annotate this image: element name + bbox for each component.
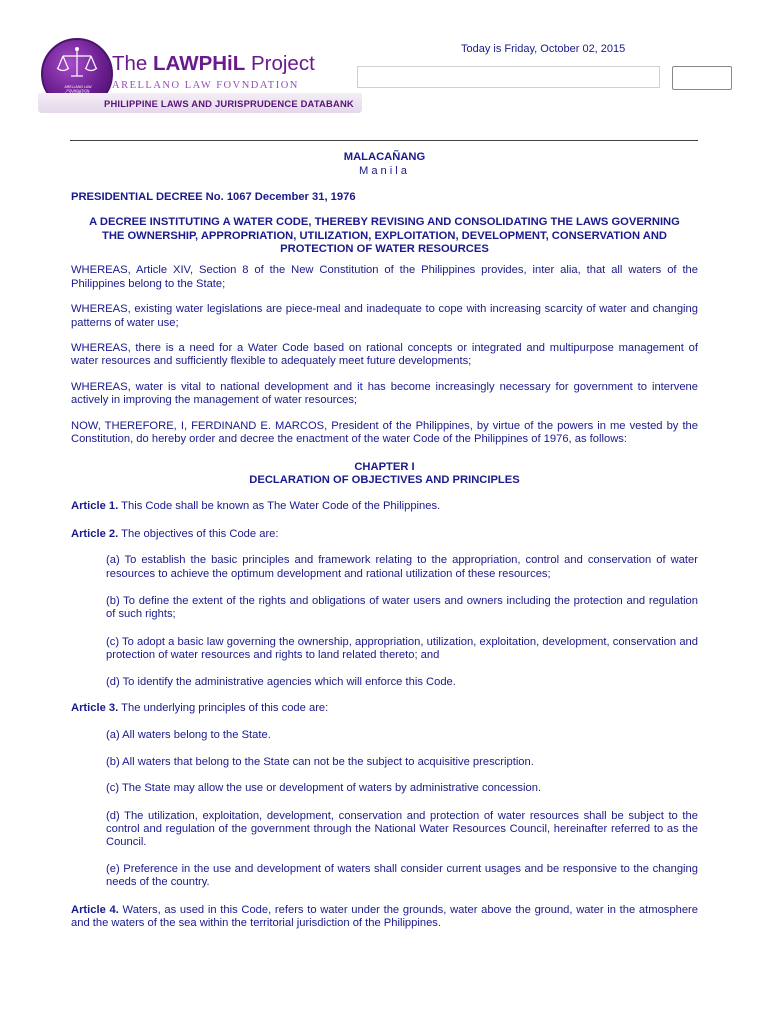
site-title (112, 52, 315, 76)
article-1 (71, 500, 698, 513)
article-label: Article 2. (71, 527, 119, 540)
palace-heading: MALACAÑANG (343, 151, 426, 163)
article-item: (d) The utilization, exploitation, development, conservation and protection of water resources shall be subject to the control and regulation of the government through the National Water Resources Council, hereinafter referred to as the Council. (106, 809, 698, 849)
title-prefix: The (112, 52, 154, 75)
enacting-clause: NOW, THEREFORE, I, FERDINAND E. MARCOS, President of the Philippines, by virtue of the powers in me vested by the Constitution, do hereby order and decree the enactment of the water Code of the Philippines of 1976, as follows: (71, 419, 698, 446)
title-suffix: Project (245, 52, 315, 75)
document-body (71, 149, 698, 930)
article-3 (71, 702, 698, 715)
whereas-clause: WHEREAS, there is a need for a Water Code based on rational concepts or integrated and multipurpose management of water resources and sufficiently flexible to adequately meet future developments; (71, 342, 698, 368)
title-brand: LAWPHiL (153, 52, 246, 75)
article-label: Article 3. (71, 701, 119, 714)
article-item: (d) To identify the administrative agencies which will enforce this Code. (106, 675, 456, 688)
article-2 (71, 528, 698, 541)
chapter-number: CHAPTER I (354, 460, 415, 473)
decree-title: A DECREE INSTITUTING A WATER CODE, THEREBY REVISING AND CONSOLIDATING THE LAWS GOVERNING THE OWNERSHIP, APPROPRIATION, UTILIZATION, EXPLOITATION, DEVELOPMENT, CONSERVATION AND PROTECTION OF WATER RESOURCES (89, 216, 680, 256)
article-text: This Code shall be known as The Water Code of the Philippines. (118, 500, 441, 513)
article-item: (a) All waters belong to the State. (106, 729, 271, 742)
article-4 (71, 904, 698, 931)
site-banner[interactable] (38, 38, 362, 114)
seal-foundation-label: ARELLANO LAW FOUNDATION (64, 85, 92, 93)
whereas-clause: WHEREAS, water is vital to national development and it has become increasingly necessary for government to intervene actively in improving the management of water resources; (71, 380, 698, 407)
current-date: Today is Friday, October 02, 2015 (461, 43, 626, 55)
search-button[interactable] (672, 66, 732, 90)
article-text: The objectives of this Code are: (118, 527, 279, 540)
article-label: Article 4. (71, 903, 119, 916)
article-label: Article 1. (71, 500, 119, 513)
whereas-clause: WHEREAS, Article XIV, Section 8 of the New Constitution of the Philippines provides, inter alia, that all waters of the Philippines belong to the State; (71, 264, 698, 290)
whereas-clause: WHEREAS, existing water legislations are piece-meal and inadequate to cope with increasing scarcity of water and changing patterns of water use; (71, 303, 698, 329)
chapter-title: DECLARATION OF OBJECTIVES AND PRINCIPLES (249, 473, 520, 486)
article-item: (e) Preference in the use and development of waters shall consider current usages and be responsive to the changing needs of the country. (106, 862, 698, 889)
tagline-bar (38, 93, 362, 113)
foundation-name: ARELLANO LAW FOVNDATION (112, 80, 299, 91)
article-item: (b) To define the extent of the rights and obligations of water users and owners including the protection and regulation of such rights; (106, 594, 698, 621)
article-item: (c) The State may allow the use or development of waters by administrative concession. (106, 782, 542, 795)
article-text: The underlying principles of this code are: (118, 701, 329, 714)
article-item: (c) To adopt a basic law governing the ownership, appropriation, utilization, exploitation, development, conservation and protection of water resources and rights to land related thereto; and (106, 635, 698, 662)
city-heading: Manila (359, 165, 410, 178)
search-input[interactable] (357, 66, 660, 88)
article-item: (b) All waters that belong to the State can not be the subject to acquisitive prescription. (106, 755, 534, 768)
header-divider (70, 140, 698, 141)
article-text: Waters, as used in this Code, refers to water under the grounds, water above the ground, water in the atmosphere and the waters of the sea within the territorial jurisdiction of the Philippines. (71, 903, 698, 930)
tagline: PHILIPPINE LAWS AND JURISPRUDENCE DATABANK (104, 98, 354, 109)
article-item: (a) To establish the basic principles and framework relating to the appropriation, control and conservation of water resources to achieve the optimum development and rational utilization of these resources; (106, 554, 698, 580)
decree-heading: PRESIDENTIAL DECREE No. 1067 December 31, 1976 (71, 190, 356, 203)
